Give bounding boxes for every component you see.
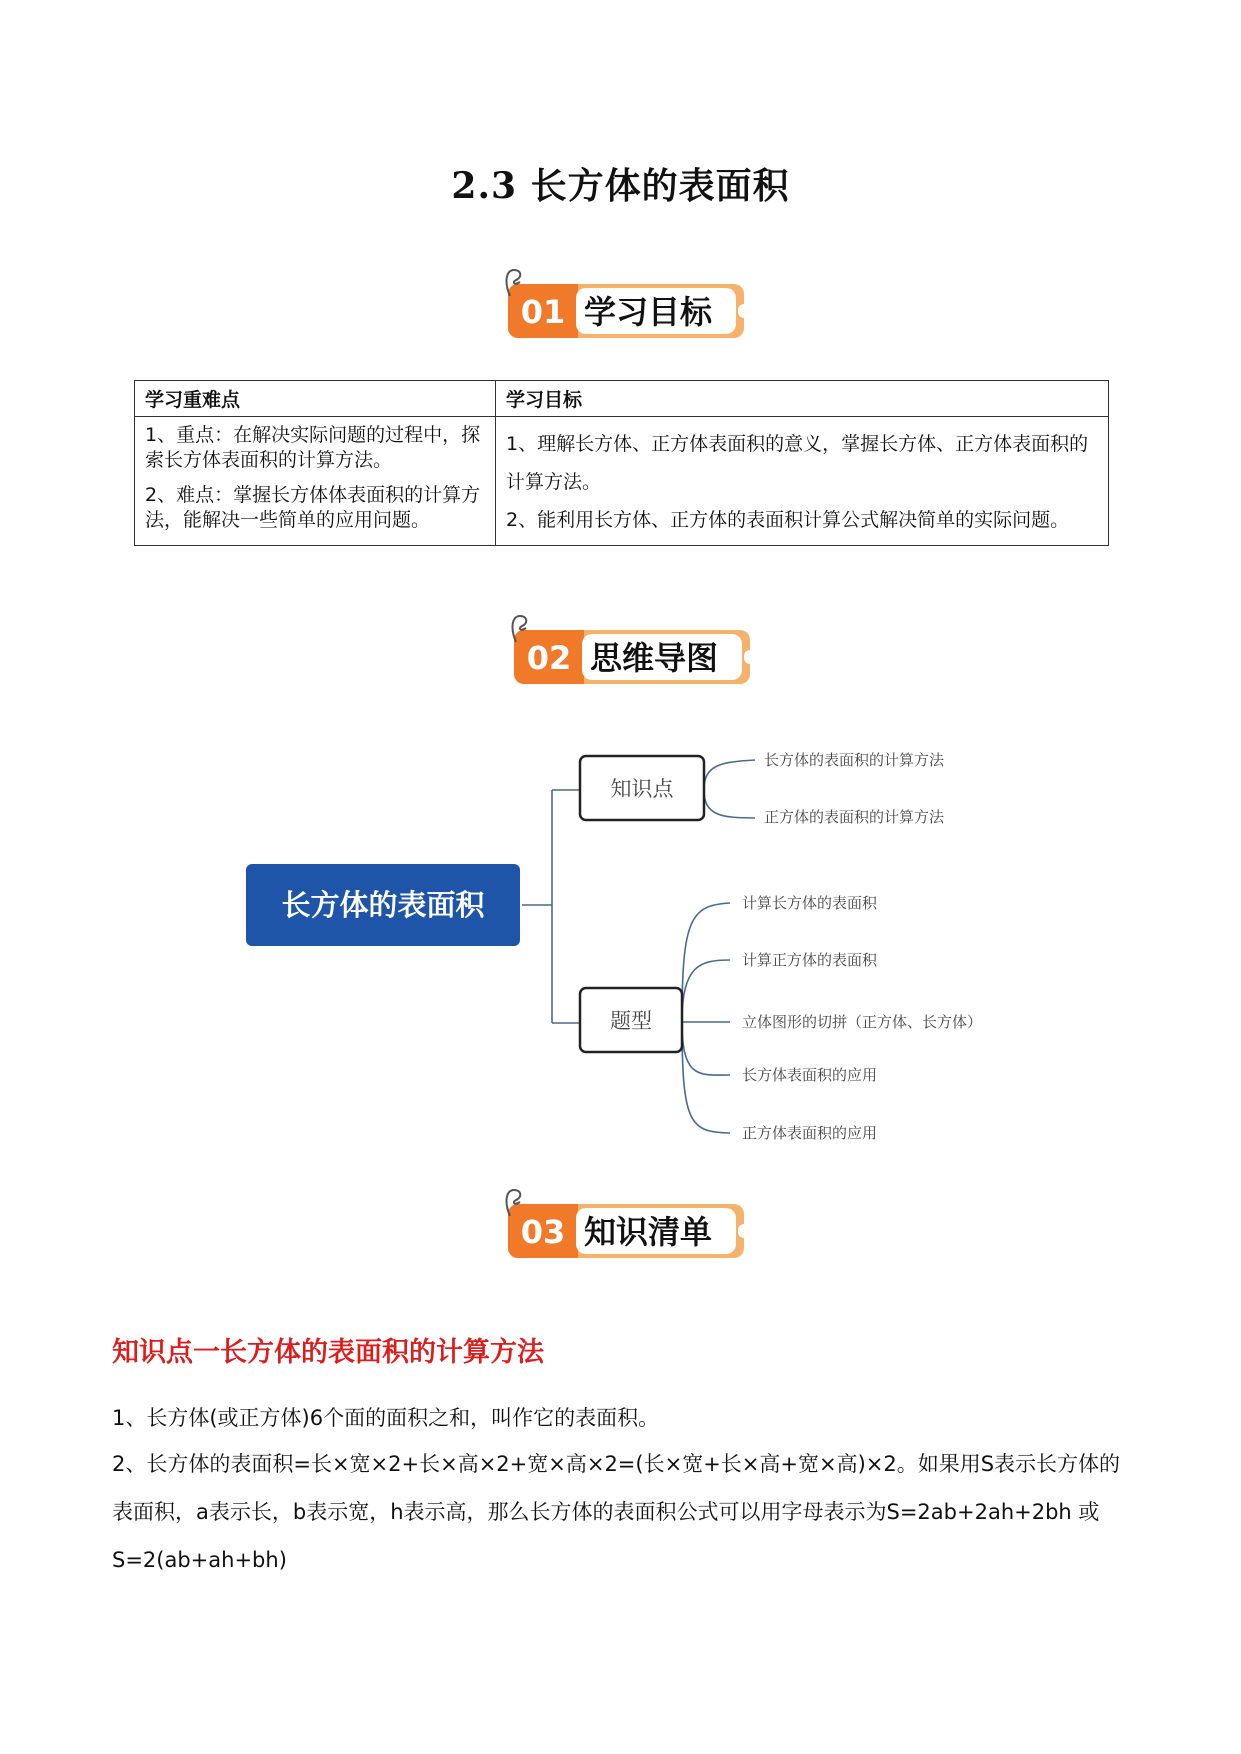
page-title: 2.3 长方体的表面积 [451, 165, 790, 207]
leaf-label: 立体图形的切拼（正方体、长方体） [742, 1013, 983, 1031]
leaf-label: 长方体表面积的应用 [742, 1066, 878, 1084]
branch2-curves [682, 903, 730, 1133]
key-point: 1、重点：在解决实际问题的过程中，探索长方体表面积的计算方法。 [145, 424, 481, 471]
leaf-label: 长方体的表面积的计算方法 [764, 751, 945, 769]
leaf-label: 计算长方体的表面积 [742, 894, 878, 912]
badge-number: 01 [508, 284, 578, 338]
section-badge-knowledge [500, 1182, 750, 1258]
badge-number: 02 [514, 630, 584, 684]
branch-label: 知识点 [610, 777, 674, 801]
badge-label: 思维导图 [582, 634, 742, 680]
branch-label: 题型 [610, 1009, 652, 1033]
table-header: 学习目标 [496, 381, 1109, 417]
branch1-curves [704, 760, 755, 818]
leaf-label: 正方体表面积的应用 [742, 1124, 878, 1142]
goal-item: 2、能利用长方体、正方体的表面积计算公式解决简单的实际问题。 [506, 509, 1070, 531]
paragraph: 2、长方体的表面积=长×宽×2+长×高×2+宽×高×2=(长×宽+长×高+宽×高)×2。如果用S表示长方体的表面积，a表示长，b表示宽，h表示高，那么长方体的表面积公式可以用字母表示为S=2ab+2ah+2bh 或 S=2(ab+ah+bh) [112, 1452, 1121, 1572]
leaf-label: 正方体的表面积的计算方法 [764, 808, 945, 826]
root-label: 长方体的表面积 [281, 888, 485, 922]
badge-label: 学习目标 [576, 288, 736, 334]
connector-lines [522, 790, 582, 1023]
badge-label: 知识清单 [576, 1208, 736, 1254]
badge-number: 03 [508, 1204, 578, 1258]
goal-item: 1、理解长方体、正方体表面积的意义，掌握长方体、正方体表面积的计算方法。 [506, 433, 1089, 493]
leaf-label: 计算正方体的表面积 [742, 951, 878, 969]
pin-icon [500, 1182, 540, 1222]
badge-notch [738, 1224, 750, 1238]
table-header: 学习重难点 [135, 381, 496, 417]
paragraph: 1、长方体(或正方体)6个面的面积之和，叫作它的表面积。 [112, 1406, 660, 1430]
knowledge-heading: 知识点一长方体的表面积的计算方法 [112, 1337, 544, 1368]
difficult-point: 2、难点：掌握长方体体表面积的计算方法，能解决一些简单的应用问题。 [145, 484, 481, 531]
